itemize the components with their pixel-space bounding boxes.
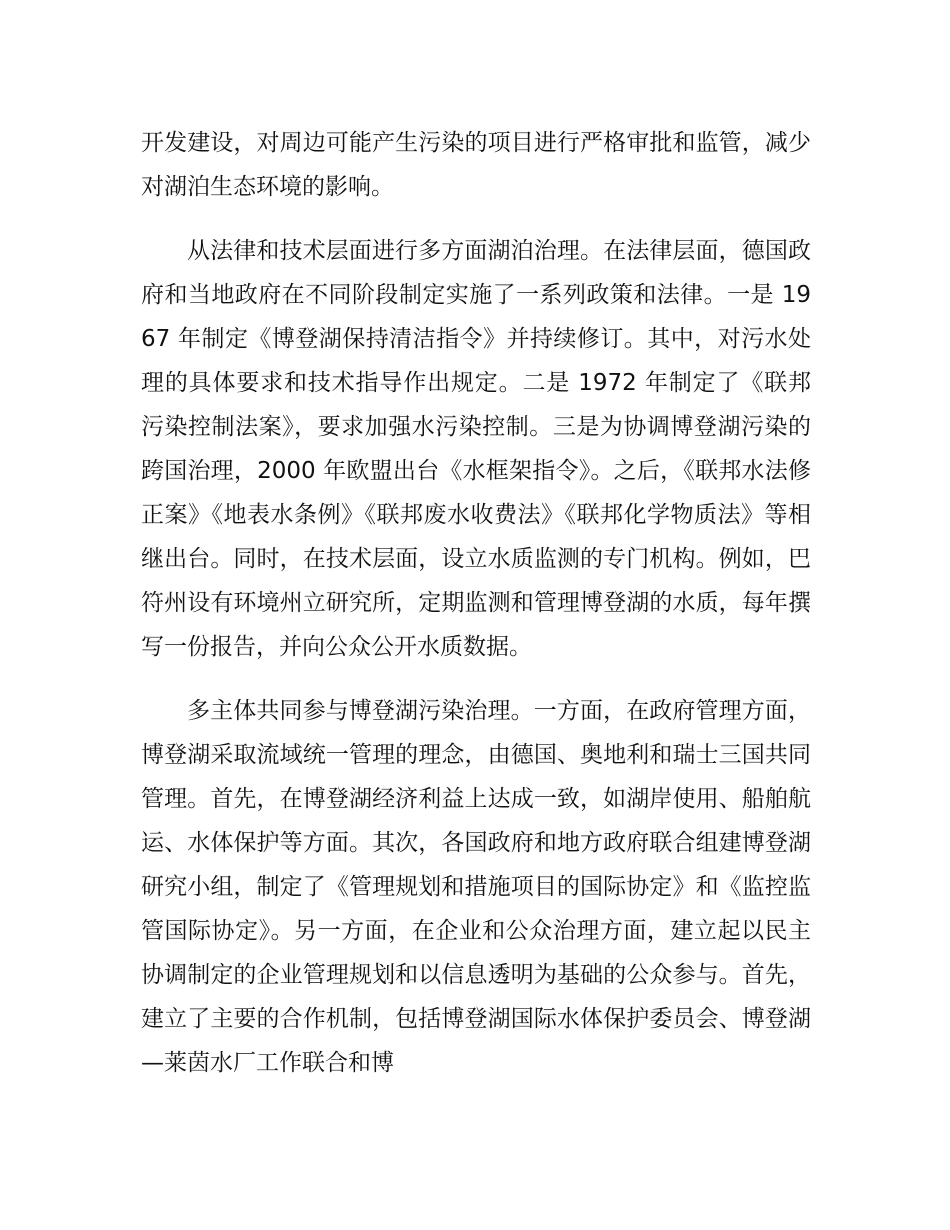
paragraph-2: 从法律和技术层面进行多方面湖泊治理。在法律层面，德国政府和当地政府在不同阶段制定实施了一系列政策和法律。一是 1967 年制定《博登湖保持清洁指令》并持续修订。其中，对污水处理的具体要求和技术指导作出规定。二是 1972 年制定了《联邦污染控制法案》，要求加强水污染控制。三是为协调博登湖污染的跨国治理，2000 年欧盟出台《水框架指令》。之后，《联邦水法修正案》《地表水条例》《联邦废水收费法》《联邦化学物质法》等相继出台。同时，在技术层面，设立水质监测的专门机构。例如，巴符州设有环境州立研究所，定期监测和管理博登湖的水质，每年撰写一份报告，并向公众公开水质数据。 [141, 238, 811, 660]
body-text [141, 121, 811, 1085]
paragraph-1: 开发建设，对周边可能产生污染的项目进行严格审批和监管，减少对湖泊生态环境的影响。 [141, 130, 811, 200]
paragraph-3: 多主体共同参与博登湖污染治理。一方面，在政府管理方面，博登湖采取流域统一管理的理念，由德国、奥地利和瑞士三国共同管理。首先，在博登湖经济利益上达成一致，如湖岸使用、船舶航运、水体保护等方面。其次，各国政府和地方政府联合组建博登湖研究小组，制定了《管理规划和措施项目的国际协定》和《监控监管国际协定》。另一方面，在企业和公众治理方面，建立起以民主协调制定的企业管理规划和以信息透明为基础的公众参与。首先，建立了主要的合作机制，包括博登湖国际水体保护委员会、博登湖—莱茵水厂工作联合和博 [141, 698, 811, 1076]
